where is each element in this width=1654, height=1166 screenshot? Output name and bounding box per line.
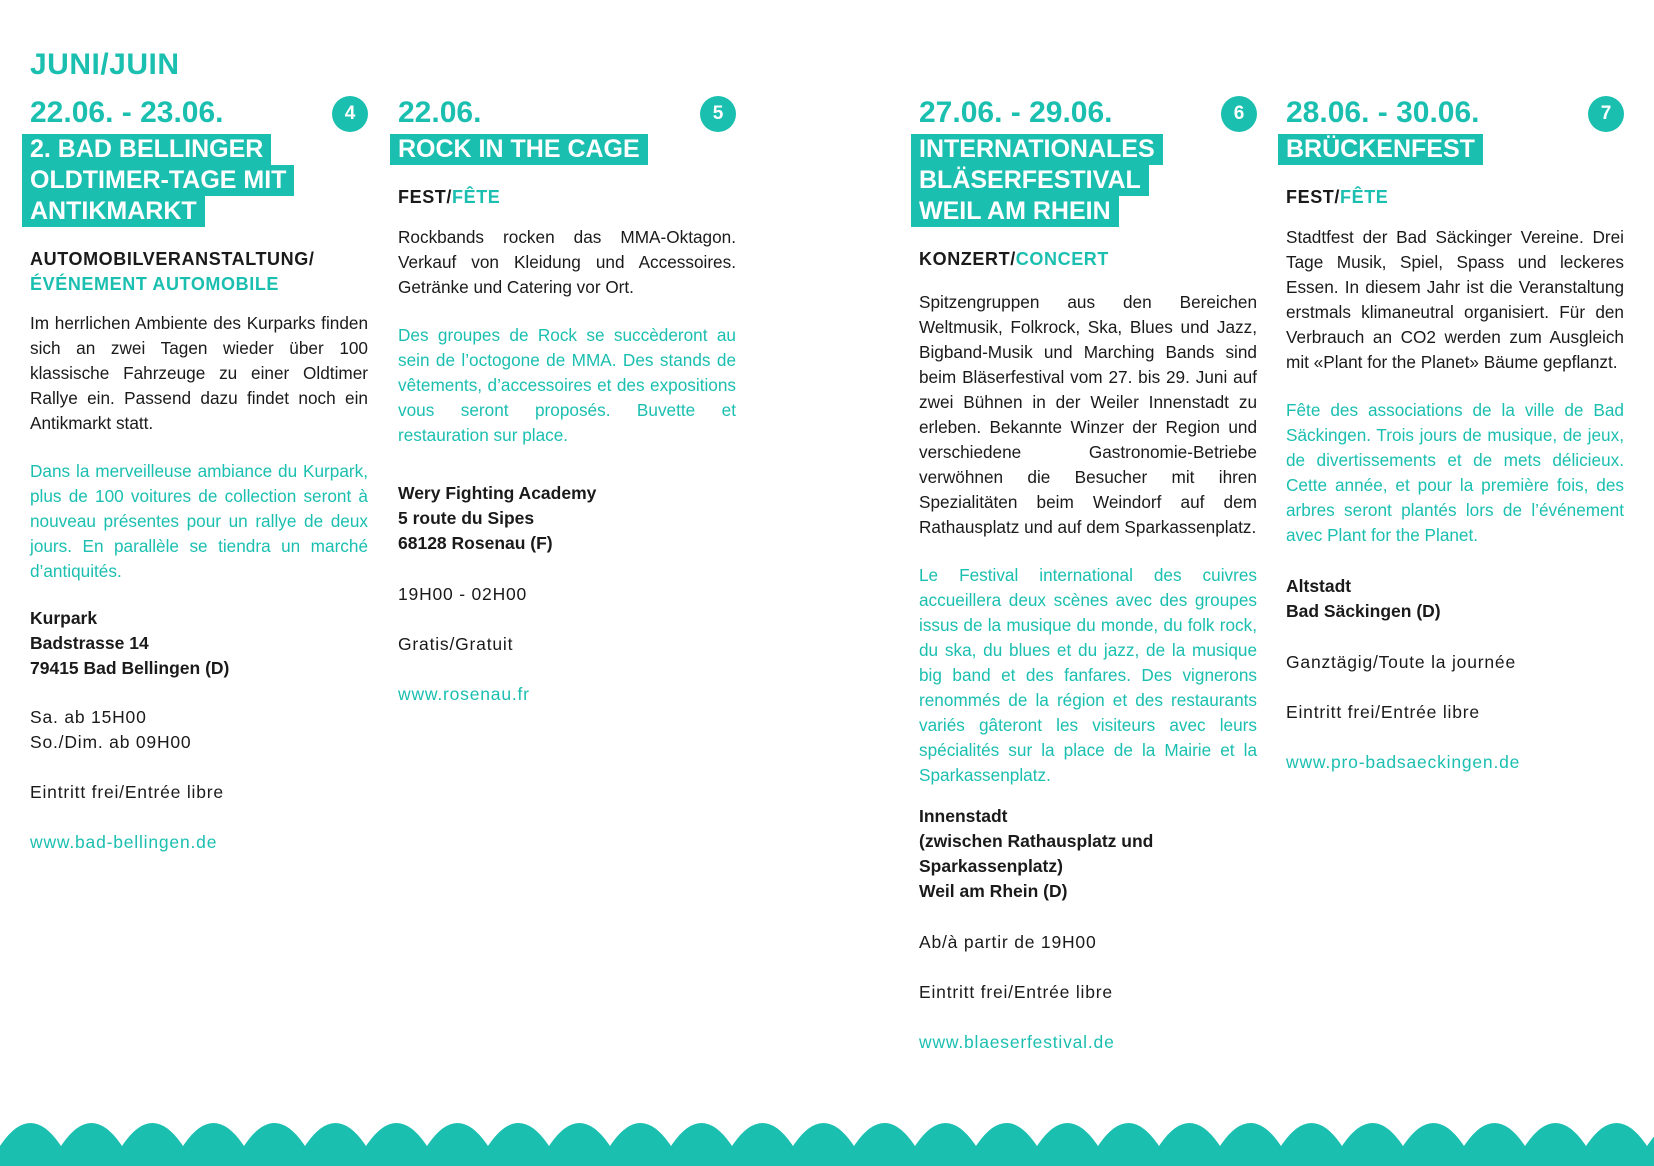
event-time: Ganztägig/Toute la journée xyxy=(1286,652,1516,672)
event-website-link[interactable]: www.rosenau.fr xyxy=(398,684,530,704)
event-category xyxy=(30,247,368,297)
event-title-line: ANTIKMARKT xyxy=(22,196,205,227)
event-date: 27.06. - 29.06. xyxy=(919,96,1113,129)
event-time: Ab/à partir de 19H00 xyxy=(919,932,1097,952)
event-column-7 xyxy=(1286,94,1624,775)
address-line: 5 route du Sipes xyxy=(398,508,535,528)
event-title-line: ROCK IN THE CAGE xyxy=(390,134,648,165)
event-date: 28.06. - 30.06. xyxy=(1286,96,1480,129)
event-entry: Eintritt frei/Entrée libre xyxy=(30,782,224,802)
address-line: Sparkassenplatz) xyxy=(919,856,1063,876)
event-category xyxy=(919,247,1257,272)
event-category-de: KONZERT/ xyxy=(919,249,1016,269)
event-entry: Gratis/Gratuit xyxy=(398,634,514,654)
address-line: Badstrasse 14 xyxy=(30,633,149,653)
event-title-line: BLÄSERFESTIVAL xyxy=(911,165,1149,196)
event-address xyxy=(1286,574,1624,624)
event-title xyxy=(1278,134,1624,165)
event-description-fr: Dans la merveilleuse ambiance du Kurpark, plus de 100 voitures de collection seront à nouveau présentes pour un rallye de deux jours. En parallèle se tiendra un marché d’antiquités. xyxy=(30,461,368,581)
event-title-line: INTERNATIONALES xyxy=(911,134,1163,165)
event-description-fr: Des groupes de Rock se succèderont au sein de l’octogone de MMA. Des stands de vêtements, d’accessoires et des expositions vous seront proposés. Buvette et restauration sur place. xyxy=(398,325,736,445)
event-address xyxy=(398,481,736,556)
event-title xyxy=(911,134,1257,227)
event-column-4 xyxy=(30,94,368,855)
event-category-fr: ÉVÉNEMENT AUTOMOBILE xyxy=(30,274,280,294)
event-times xyxy=(919,930,1257,955)
wave-footer xyxy=(0,1102,1654,1166)
event-category-de: AUTOMOBILVERANSTALTUNG/ xyxy=(30,249,315,269)
event-date: 22.06. - 23.06. xyxy=(30,96,224,129)
event-number-badge: 4 xyxy=(332,96,368,132)
event-number-badge: 5 xyxy=(700,96,736,132)
event-header xyxy=(30,94,368,134)
event-number-badge: 7 xyxy=(1588,96,1624,132)
event-times xyxy=(30,705,368,755)
event-entry: Eintritt frei/Entrée libre xyxy=(919,982,1113,1002)
event-column-6 xyxy=(919,94,1257,1055)
address-line: Weil am Rhein (D) xyxy=(919,881,1068,901)
event-column-5 xyxy=(398,94,736,707)
event-title xyxy=(390,134,736,165)
month-heading: JUNI/JUIN xyxy=(30,48,180,81)
event-description-fr: Fête des associations de la ville de Bad Säckingen. Trois jours de musique, de jeux, de divertissements et de mets délicieux. Cette année, et pour la première fois, des arbres seront plantés lors de l’événement avec Plant for the Planet. xyxy=(1286,400,1624,545)
event-time: Sa. ab 15H00 xyxy=(30,707,147,727)
address-line: (zwischen Rathausplatz und xyxy=(919,831,1154,851)
event-times xyxy=(1286,650,1624,675)
event-address xyxy=(30,606,368,681)
event-time: So./Dim. ab 09H00 xyxy=(30,732,192,752)
event-category-fr: FÊTE xyxy=(1340,187,1389,207)
event-website-link[interactable]: www.bad-bellingen.de xyxy=(30,832,218,852)
event-title xyxy=(22,134,368,227)
event-category-de: FEST/ xyxy=(1286,187,1341,207)
address-line: 68128 Rosenau (F) xyxy=(398,533,553,553)
event-description-fr: Le Festival international des cuivres accueillera deux scènes avec des groupes issus de la musique du monde, du folk rock, du ska, du blues et du jazz, de la musique big band et des fanfares. Des vignerons renommés de la région et des restaurants variés gâteront les visiteurs avec leurs spécialités sur la place de la Mairie et la Sparkassenplatz. xyxy=(919,565,1257,785)
address-line: Kurpark xyxy=(30,608,98,628)
wave-shape xyxy=(0,1123,1654,1166)
event-category xyxy=(398,185,736,210)
event-description-de: Stadtfest der Bad Säckinger Vereine. Drei Tage Musik, Spiel, Spass und leckeres Essen. In diesem Jahr ist die Veranstaltung erstmals klimaneutral organisiert. Für den Verbrauch an CO2 werden zum Ausgleich mit «Plant for the Planet» Bäume gepflanzt. xyxy=(1286,227,1624,372)
address-line: 79415 Bad Bellingen (D) xyxy=(30,658,230,678)
event-description-de: Im herrlichen Ambiente des Kurparks finden sich an zwei Tagen wieder über 100 klassische Fahrzeuge zu einer Oldtimer Rallye ein. Passend dazu findet noch ein Antikmarkt statt. xyxy=(30,313,368,433)
event-category-de: FEST/ xyxy=(398,187,453,207)
event-number-badge: 6 xyxy=(1221,96,1257,132)
event-category-fr: CONCERT xyxy=(1015,249,1109,269)
event-website-link[interactable]: www.blaeserfestival.de xyxy=(919,1032,1115,1052)
address-line: Innenstadt xyxy=(919,806,1008,826)
event-header xyxy=(398,94,736,134)
address-line: Wery Fighting Academy xyxy=(398,483,597,503)
event-title-line: 2. BAD BELLINGER xyxy=(22,134,271,165)
event-time: 19H00 - 02H00 xyxy=(398,584,528,604)
event-title-line: OLDTIMER-TAGE MIT xyxy=(22,165,294,196)
event-category xyxy=(1286,185,1624,210)
event-website-link[interactable]: www.pro-badsaeckingen.de xyxy=(1286,752,1521,772)
event-date: 22.06. xyxy=(398,96,482,129)
event-times xyxy=(398,582,736,607)
address-line: Altstadt xyxy=(1286,576,1352,596)
event-category-fr: FÊTE xyxy=(452,187,501,207)
event-header xyxy=(919,94,1257,134)
event-description-de: Rockbands rocken das MMA-Oktagon. Verkauf von Kleidung und Accessoires. Getränke und Catering vor Ort. xyxy=(398,227,736,297)
event-address xyxy=(919,804,1257,904)
event-description-de: Spitzengruppen aus den Bereichen Weltmusik, Folkrock, Ska, Blues und Jazz, Bigband-Musik und Marching Bands sind beim Bläserfestival vom 27. bis 29. Juni auf zwei Bühnen in der Weiler Innenstadt zu erleben. Bekannte Winzer der Region und verschiedene Gastronomie-Betriebe verwöhnen die Besucher mit ihren Spezialitäten beim Weindorf auf dem Rathausplatz und auf dem Sparkassenplatz. xyxy=(919,292,1257,537)
event-title-line: WEIL AM RHEIN xyxy=(911,196,1119,227)
event-entry: Eintritt frei/Entrée libre xyxy=(1286,702,1480,722)
address-line: Bad Säckingen (D) xyxy=(1286,601,1441,621)
event-header xyxy=(1286,94,1624,134)
event-title-line: BRÜCKENFEST xyxy=(1278,134,1483,165)
